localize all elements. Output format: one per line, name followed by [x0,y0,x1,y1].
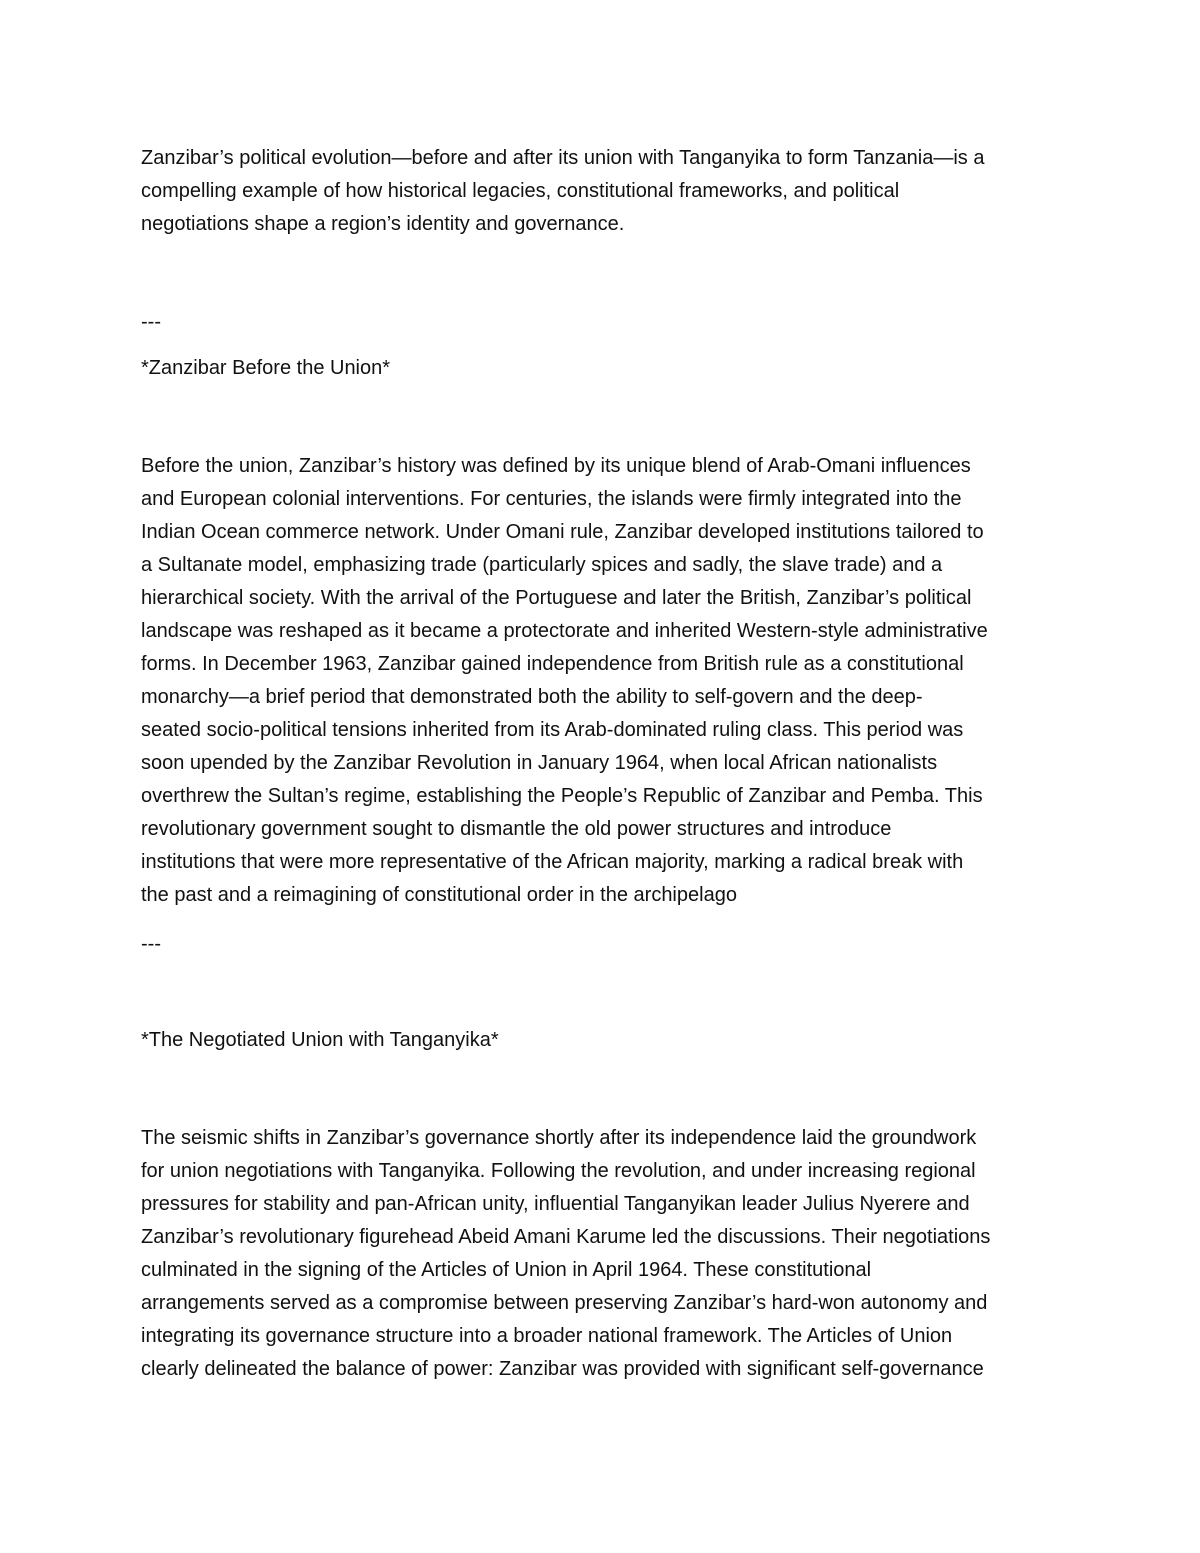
section-separator: --- [141,933,161,955]
paragraph-line: Zanzibar’s revolutionary figurehead Abeid Amani Karume led the discussions. Their negotiations [141,1226,991,1248]
intro-line: Zanzibar’s political evolution—before and after its union with Tanganyika to form Tanzania—is a [141,147,985,169]
paragraph-line: Indian Ocean commerce network. Under Omani rule, Zanzibar developed institutions tailored to [141,521,984,543]
paragraph-line: revolutionary government sought to dismantle the old power structures and introduce [141,818,892,840]
paragraph-line: arrangements served as a compromise between preserving Zanzibar’s hard-won autonomy and [141,1292,988,1314]
paragraph-line: landscape was reshaped as it became a protectorate and inherited Western-style administrative [141,620,988,642]
paragraph-line: the past and a reimagining of constitutional order in the archipelago [141,884,737,906]
paragraph-line: and European colonial interventions. For centuries, the islands were firmly integrated into the [141,488,962,510]
section-heading-before-union: *Zanzibar Before the Union* [141,357,391,379]
section-separator: --- [141,311,161,333]
paragraph-line: clearly delineated the balance of power: Zanzibar was provided with significant self-governance [141,1358,984,1380]
paragraph-line: pressures for stability and pan-African unity, influential Tanganyikan leader Julius Nyerere and [141,1193,970,1215]
paragraph-line: for union negotiations with Tanganyika. Following the revolution, and under increasing regional [141,1160,976,1182]
section-heading-negotiated-union: *The Negotiated Union with Tanganyika* [141,1029,499,1051]
paragraph-line: integrating its governance structure into a broader national framework. The Articles of Union [141,1325,953,1347]
paragraph-line: Before the union, Zanzibar’s history was defined by its unique blend of Arab-Omani influences [141,455,971,477]
paragraph-line: a Sultanate model, emphasizing trade (particularly spices and sadly, the slave trade) and a [141,554,943,576]
paragraph-line: culminated in the signing of the Articles of Union in April 1964. These constitutional [141,1259,872,1281]
paragraph-line: overthrew the Sultan’s regime, establishing the People’s Republic of Zanzibar and Pemba. This [141,785,983,807]
intro-line: compelling example of how historical legacies, constitutional frameworks, and political [141,180,900,202]
paragraph-line: institutions that were more representative of the African majority, marking a radical break with [141,851,964,873]
paragraph-line: seated socio-political tensions inherited from its Arab-dominated ruling class. This period was [141,719,964,741]
paragraph-line: The seismic shifts in Zanzibar’s governance shortly after its independence laid the groundwork [141,1127,977,1149]
paragraph-line: monarchy—a brief period that demonstrated both the ability to self-govern and the deep- [141,686,923,708]
paragraph-line: hierarchical society. With the arrival of the Portuguese and later the British, Zanzibar’s political [141,587,972,609]
paragraph-line: soon upended by the Zanzibar Revolution in January 1964, when local African nationalists [141,752,938,774]
paragraph-line: forms. In December 1963, Zanzibar gained independence from British rule as a constitutional [141,653,964,675]
intro-line: negotiations shape a region’s identity and governance. [141,213,625,235]
